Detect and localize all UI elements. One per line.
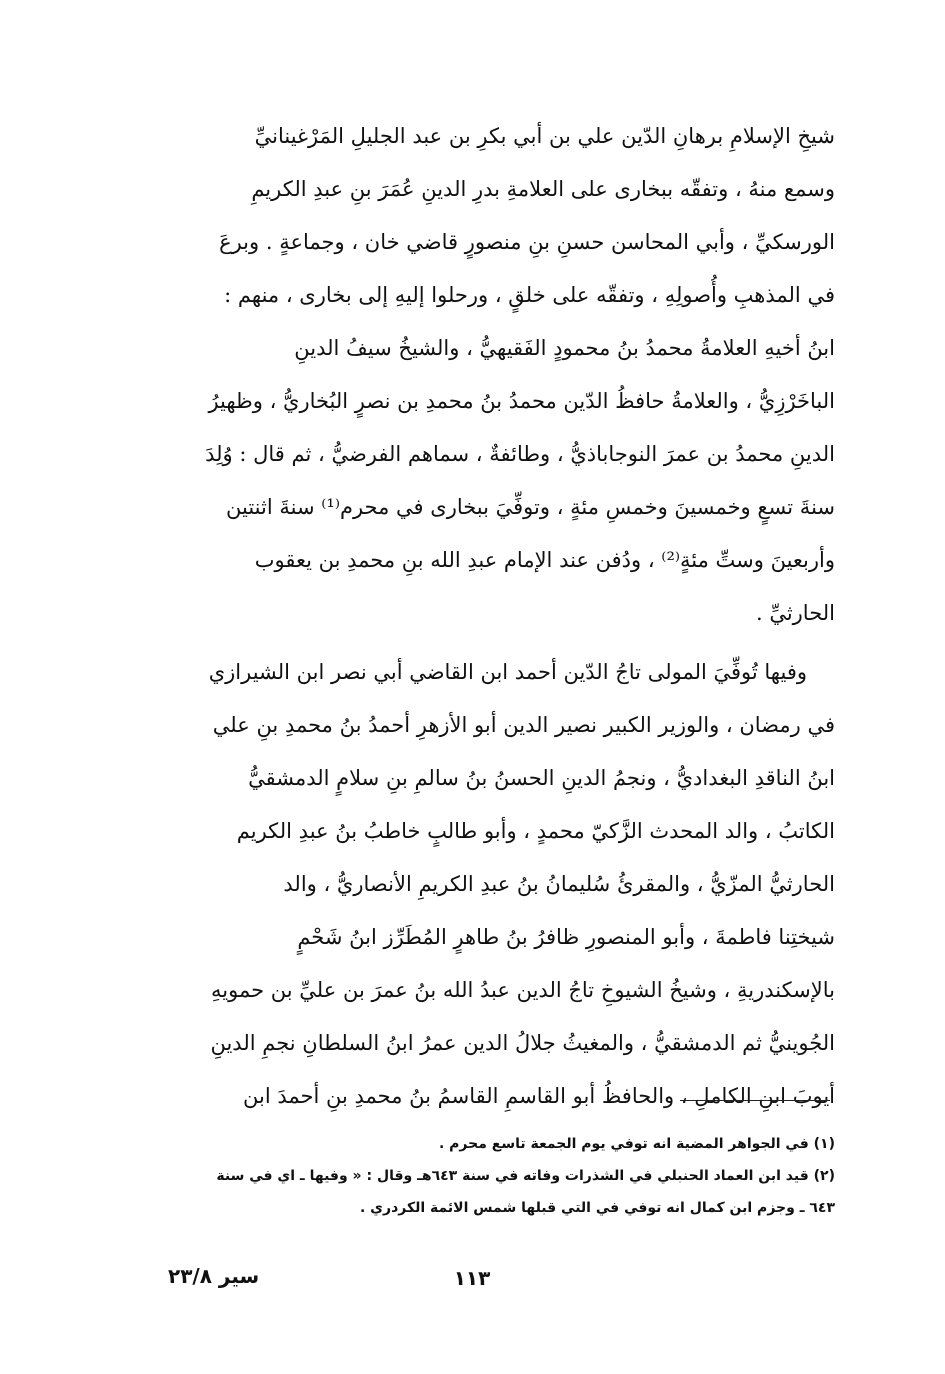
text-line: وسمع منهُ ، وتفقّه ببخارى على العلامةِ بدرِ الدينِ عُمَرَ بنِ عبدِ الكريمِ [251,177,835,201]
text-line: الجُوينيُّ ثم الدمشقيُّ ، والمغيثُ جلالُ الدين عمرُ ابنُ السلطانِ نجمِ الدينِ [210,1031,835,1055]
text-line: الورسكيِّ ، وأبي المحاسن حسنِ بنِ منصورٍ قاضي خان ، وجماعةٍ . وبرعَ [219,230,835,254]
text-line: سنةَ تسعٍ وخمسينَ وخمسِ مئةٍ ، وتوفِّيَ ببخارى في محرم⁽¹⁾ سنةَ اثنتين [226,495,835,519]
text-line: وأربعينَ وستِّ مئةٍ⁽²⁾ ، ودُفن عند الإمام عبدِ الله بنِ محمدِ بن يعقوب [254,548,835,572]
page-number: ١١٣ [453,1266,491,1290]
text-line: الحارثيِّ . [755,601,835,625]
footnote-separator [680,1100,830,1101]
text-line: الحارثيُّ المزّيُّ ، والمقرئُ سُليمانُ بنُ عبدِ الكريمِ الأنصاريُّ ، والد [283,872,835,896]
text-line: الدينِ محمدُ بن عمرَ النوجاباذيُّ ، وطائفةٌ ، سماهم الفرضيُّ ، ثم قال : وُلِدَ [205,442,835,466]
text-line: الباخَرْزِيُّ ، والعلامةُ حافظُ الدّين محمدُ بنُ محمدِ بن نصرٍ البُخاريُّ ، وظهيرُ [208,389,835,413]
text-line: شيختِنا فاطمةَ ، وأبو المنصورِ ظافرُ بنُ طاهرٍ المُطَرِّز ابنُ شَحْمٍ [297,925,835,949]
text-line: ابنُ أخيهِ العلامةُ محمدُ بنُ محمودٍ الفَقيهيُّ ، والشيخُ سيفُ الدينِ [294,336,835,360]
text-line: ابنُ الناقدِ البغداديُّ ، ونجمُ الدينِ الحسنُ بنُ سالمِ بنِ سلامٍ الدمشقيُّ [248,766,835,790]
text-line: في المذهبِ وأُصولِهِ ، وتفقّه على خلقٍ ، ورحلوا إليهِ إلى بخارى ، منهم : [224,283,835,307]
text-line: وفيها تُوفِّيَ المولى تاجُ الدّين أحمد ابن القاضي أبي نصر ابن الشيرازي [208,660,807,684]
footnote-2-line-1: (٢) قيد ابن العماد الحنبلي في الشذرات وفاته في سنة ٦٤٣هـ وقال : « وفيها ـ اي في سنة [216,1168,835,1184]
paragraph-2 [165,646,835,1123]
text-line: شيخِ الإسلامِ برهانِ الدّين علي بن أبي بكرِ بن عبد الجليلِ المَرْغينانيِّ [254,124,835,148]
printer-signature: سير ٢٣/٨ [168,1264,260,1288]
main-text [165,110,835,1123]
footnotes [165,1128,835,1224]
footnote-1: (١) في الجواهر المضية انه توفي يوم الجمعة تاسع محرم . [438,1136,835,1152]
footnote-2-line-2: ٦٤٣ ـ وجزم ابن كمال انه توفي في التي قبلها شمس الائمة الكردري . [359,1200,835,1216]
text-line: بالإسكندريةِ ، وشيخُ الشيوخِ تاجُ الدين عبدُ الله بنُ عمرَ بن عليِّ بن حمويهِ [211,978,835,1002]
paragraph-1 [165,110,835,640]
text-line: الكاتبُ ، والد المحدث الزَّكيّ محمدٍ ، وأبو طالبٍ خاطبُ بنُ عبدِ الكريم [236,819,835,843]
text-line: أيوبَ ابنِ الكاملِ ، والحافظُ أبو القاسمِ القاسمُ بنُ محمدِ بنِ أحمدَ ابن [243,1084,835,1108]
text-line: في رمضان ، والوزير الكبير نصير الدين أبو الأزهرِ أحمدُ بنُ محمدِ بنِ علي [212,713,835,737]
